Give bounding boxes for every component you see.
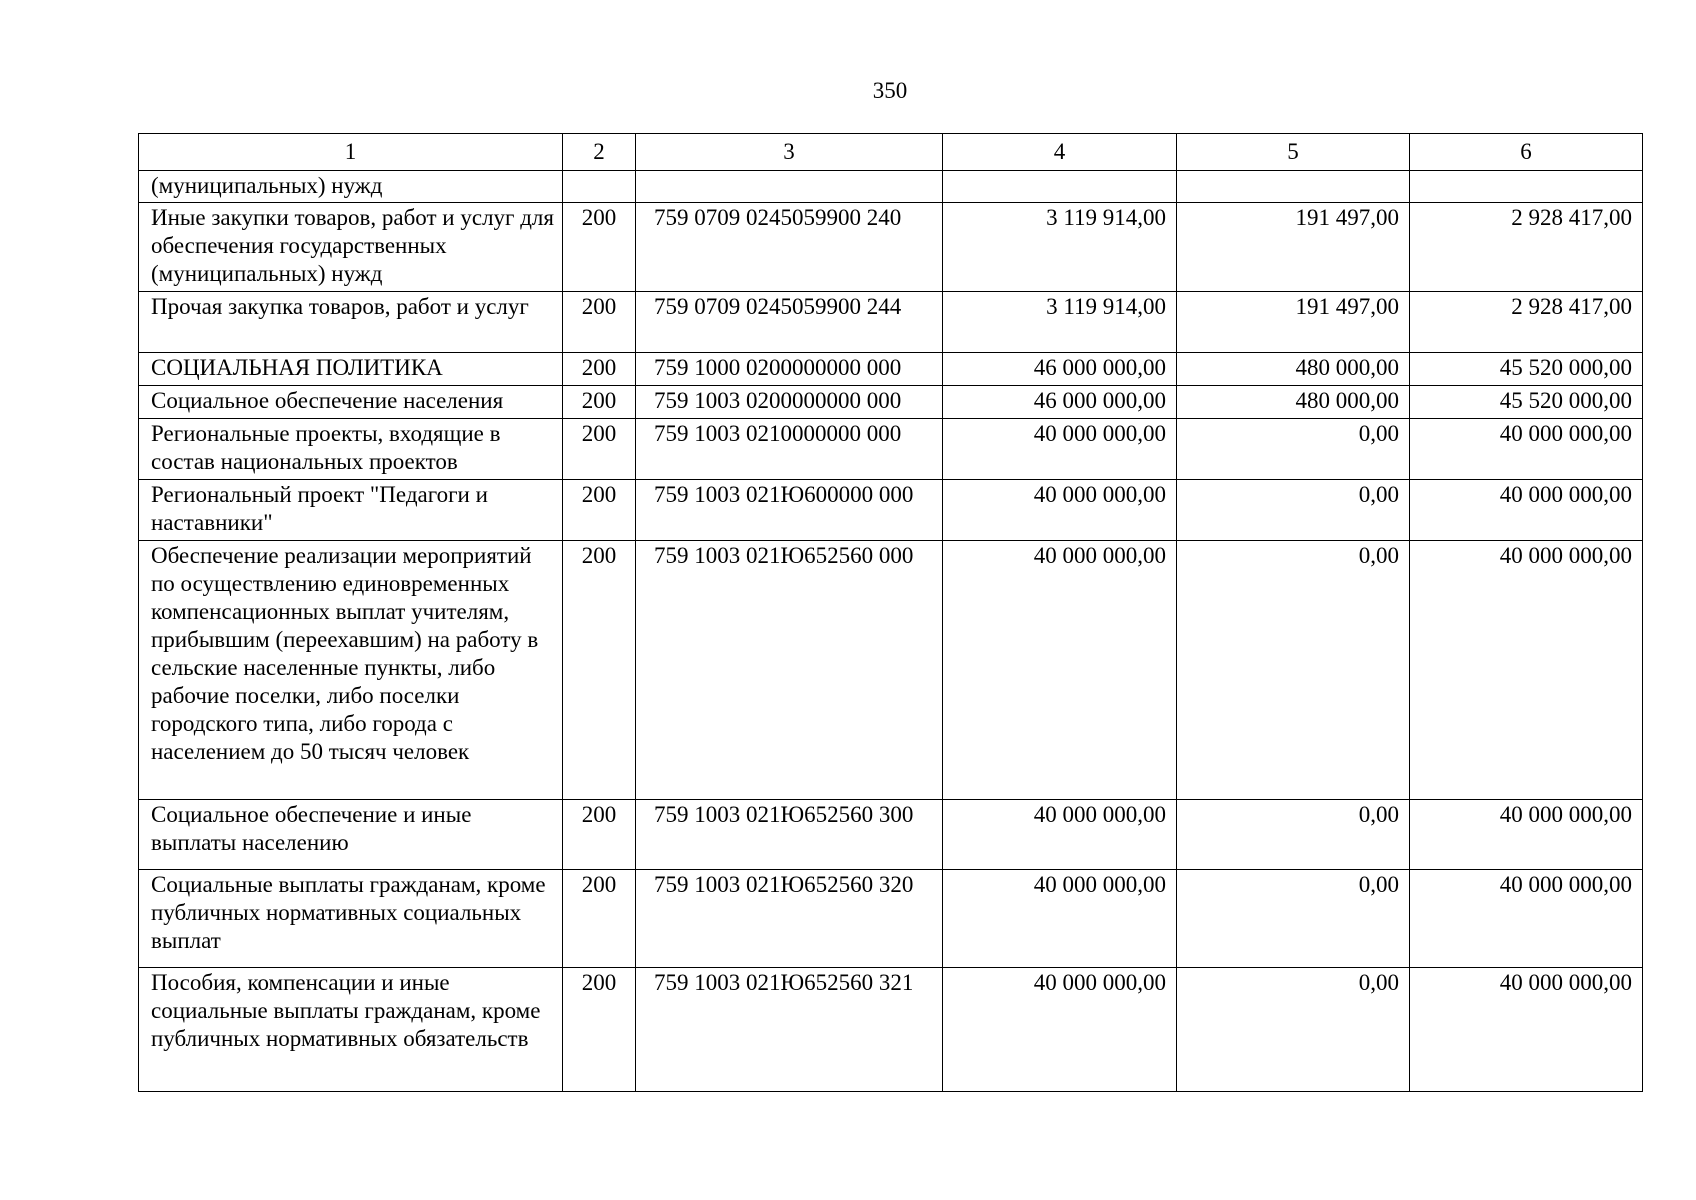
page-number: 350	[872, 78, 908, 103]
row-name: СОЦИАЛЬНАЯ ПОЛИТИКА	[139, 353, 563, 386]
row-col4: 40 000 000,00	[943, 968, 1177, 1092]
row-code: 759 1003 0200000000 000	[636, 386, 943, 419]
table-row	[139, 292, 1643, 353]
row-col5: 0,00	[1177, 968, 1410, 1092]
row-col6: 45 520 000,00	[1410, 386, 1643, 419]
row-name: Региональный проект "Педагоги и наставники"	[139, 480, 563, 541]
row-col6: 40 000 000,00	[1410, 480, 1643, 541]
header-col-4: 4	[943, 134, 1177, 171]
table-row	[139, 386, 1643, 419]
row-code: 759 1003 0210000000 000	[636, 419, 943, 480]
row-col4: 40 000 000,00	[943, 480, 1177, 541]
row-grbs: 200	[563, 968, 636, 1092]
table-row	[139, 968, 1643, 1092]
row-col6: 40 000 000,00	[1410, 541, 1643, 800]
row-code: 759 1000 0200000000 000	[636, 353, 943, 386]
row-grbs: 200	[563, 386, 636, 419]
row-grbs: 200	[563, 541, 636, 800]
table-row	[139, 541, 1643, 800]
row-grbs: 200	[563, 419, 636, 480]
row-grbs: 200	[563, 203, 636, 292]
row-name: Прочая закупка товаров, работ и услуг	[139, 292, 563, 353]
row-col5: 0,00	[1177, 541, 1410, 800]
row-code: 759 0709 0245059900 240	[636, 203, 943, 292]
row-col5: 480 000,00	[1177, 353, 1410, 386]
table-row	[139, 419, 1643, 480]
row-col4: 46 000 000,00	[943, 386, 1177, 419]
table-row	[139, 353, 1643, 386]
row-col6: 45 520 000,00	[1410, 353, 1643, 386]
table-row	[139, 480, 1643, 541]
row-code: 759 1003 021Ю652560 300	[636, 800, 943, 870]
row-grbs: 200	[563, 800, 636, 870]
header-col-2: 2	[563, 134, 636, 171]
row-col6: 40 000 000,00	[1410, 800, 1643, 870]
row-col4: 3 119 914,00	[943, 203, 1177, 292]
row-code: 759 1003 021Ю600000 000	[636, 480, 943, 541]
row-grbs: 200	[563, 870, 636, 968]
row-code: 759 1003 021Ю652560 000	[636, 541, 943, 800]
row-name: Обеспечение реализации мероприятий по осуществлению единовременных компенсационных выплат учителям, прибывшим (переехавшим) на работу в сельские населенные пункты, либо рабочие поселки, либо поселки городского типа, либо города с населением до 50 тысяч человек	[139, 541, 563, 800]
header-col-5: 5	[1177, 134, 1410, 171]
row-col6: 2 928 417,00	[1410, 292, 1643, 353]
table-header	[139, 134, 1643, 171]
row-col4: 40 000 000,00	[943, 541, 1177, 800]
row-col5	[1177, 171, 1410, 203]
table-body	[139, 171, 1643, 1092]
row-col6: 40 000 000,00	[1410, 419, 1643, 480]
row-name: Иные закупки товаров, работ и услуг для обеспечения государственных (муниципальных) нужд	[139, 203, 563, 292]
row-col6: 40 000 000,00	[1410, 968, 1643, 1092]
header-col-1: 1	[139, 134, 563, 171]
header-col-6: 6	[1410, 134, 1643, 171]
row-name: (муниципальных) нужд	[139, 171, 563, 203]
row-grbs: 200	[563, 480, 636, 541]
header-col-3: 3	[636, 134, 943, 171]
row-col4: 40 000 000,00	[943, 800, 1177, 870]
row-col5: 191 497,00	[1177, 203, 1410, 292]
row-name: Социальное обеспечение населения	[139, 386, 563, 419]
row-col4: 40 000 000,00	[943, 419, 1177, 480]
table-row	[139, 800, 1643, 870]
row-grbs: 200	[563, 353, 636, 386]
row-col6: 2 928 417,00	[1410, 203, 1643, 292]
row-name: Социальные выплаты гражданам, кроме публичных нормативных социальных выплат	[139, 870, 563, 968]
row-code: 759 0709 0245059900 244	[636, 292, 943, 353]
row-col6: 40 000 000,00	[1410, 870, 1643, 968]
row-col5: 191 497,00	[1177, 292, 1410, 353]
row-code	[636, 171, 943, 203]
row-col5: 480 000,00	[1177, 386, 1410, 419]
row-code: 759 1003 021Ю652560 321	[636, 968, 943, 1092]
table-row	[139, 870, 1643, 968]
row-col4: 3 119 914,00	[943, 292, 1177, 353]
row-col4: 46 000 000,00	[943, 353, 1177, 386]
row-code: 759 1003 021Ю652560 320	[636, 870, 943, 968]
row-col6	[1410, 171, 1643, 203]
row-col5: 0,00	[1177, 419, 1410, 480]
row-name: Пособия, компенсации и иные социальные выплаты гражданам, кроме публичных нормативных обязательств	[139, 968, 563, 1092]
row-col4: 40 000 000,00	[943, 870, 1177, 968]
row-grbs: 200	[563, 292, 636, 353]
table-row	[139, 203, 1643, 292]
row-col5: 0,00	[1177, 480, 1410, 541]
row-name: Социальное обеспечение и иные выплаты населению	[139, 800, 563, 870]
row-grbs	[563, 171, 636, 203]
row-name: Региональные проекты, входящие в состав национальных проектов	[139, 419, 563, 480]
row-col5: 0,00	[1177, 870, 1410, 968]
table-row	[139, 171, 1643, 203]
row-col5: 0,00	[1177, 800, 1410, 870]
header-row	[139, 134, 1643, 171]
row-col4	[943, 171, 1177, 203]
budget-table	[138, 133, 1643, 1092]
